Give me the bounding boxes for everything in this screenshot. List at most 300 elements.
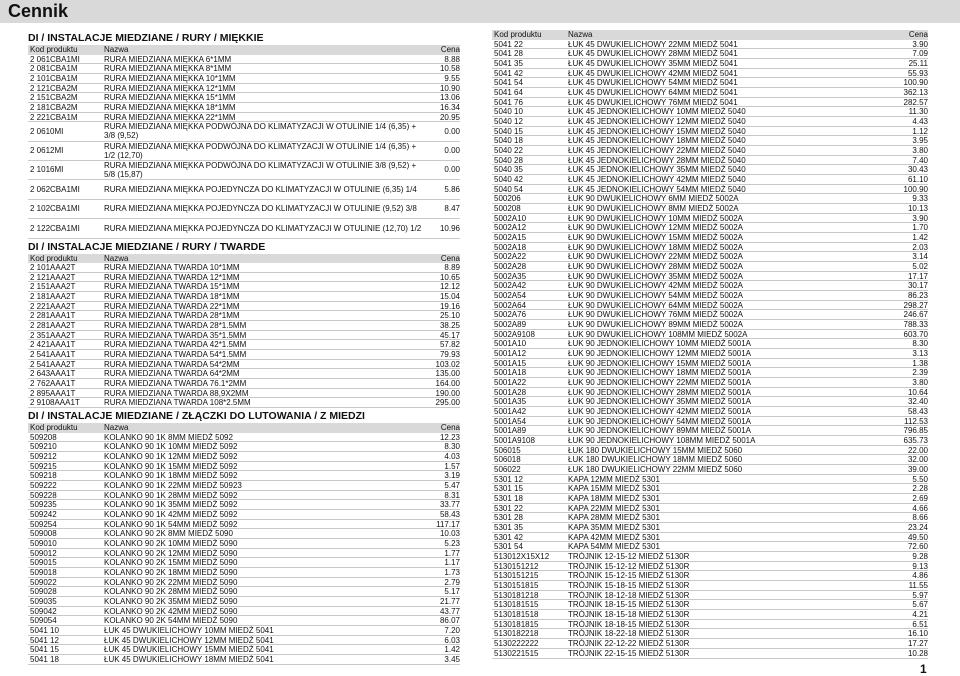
table-row [492, 175, 928, 185]
table-row [492, 629, 928, 639]
header-bar [0, 0, 960, 23]
cell-price: 22.00 [907, 445, 928, 455]
table-row [28, 379, 460, 389]
table-row [492, 320, 928, 330]
cell-code: 5002A28 [494, 261, 527, 271]
cell-price: 5.86 [444, 184, 460, 194]
cell-name: ŁUK 45 JEDNOKIELICHOWY 12MM MIEDŹ 5040 [568, 116, 746, 126]
cell-code: 2 762AAA1T [30, 379, 76, 388]
cell-name: TRÓJNIK 22-12-22 MIEDŹ 5130R [568, 639, 690, 648]
table-body [492, 40, 928, 659]
cell-code: 5041 12 [30, 635, 59, 645]
cell-price: 8.30 [444, 442, 460, 452]
cell-name: RURA MIEDZIANA TWARDA 42*1.5MM [104, 340, 247, 350]
cell-price: 1.70 [912, 223, 928, 233]
table-row [28, 321, 460, 331]
cell-code: 2 181CBA2M [30, 102, 78, 112]
table-row [28, 568, 460, 578]
cell-price: 16.34 [439, 102, 460, 112]
cell-price: 17.27 [907, 639, 928, 649]
cell-price: 17.17 [907, 271, 928, 281]
cell-price: 7.40 [912, 155, 928, 165]
column-header-name: Nazwa [104, 423, 129, 433]
cell-code: 5040 10 [494, 107, 523, 116]
cell-name: RURA MIEDZIANA TWARDA 108*2.5MM [104, 398, 251, 408]
cell-name: RURA MIEDZIANA MIĘKKA 12*1MM [104, 83, 236, 93]
table-header [28, 254, 460, 264]
cell-code: 2 281AAA1T [30, 311, 76, 321]
table-row [28, 360, 460, 370]
table-row [492, 407, 928, 417]
cell-price: 30.17 [907, 281, 928, 291]
cell-price: 4.03 [444, 451, 460, 461]
table-row [492, 475, 928, 485]
cell-price: 10.13 [907, 203, 928, 213]
cell-code: 5002A22 [494, 252, 527, 261]
cell-price: 190.00 [435, 388, 460, 398]
cell-price: 57.82 [439, 340, 460, 350]
cell-name: ŁUK 45 DWUKIELICHOWY 54MM MIEDŹ 5041 [568, 78, 738, 87]
cell-price: 25.10 [439, 311, 460, 321]
table-row [28, 578, 460, 588]
table-row [28, 350, 460, 360]
cell-code: 5001A10 [494, 339, 527, 348]
table-row [492, 136, 928, 146]
table-row [492, 378, 928, 388]
cell-code: 2 895AAA1T [30, 388, 76, 398]
cell-name: KOLANKO 90 2K 54MM MIEDŹ 5090 [104, 616, 238, 626]
cell-price: 5.17 [444, 587, 460, 597]
table-row [28, 520, 460, 530]
cell-name: RURA MIEDZIANA TWARDA 12*1MM [104, 272, 240, 282]
cell-price: 21.77 [439, 597, 460, 607]
cell-code: 2 0610MI [30, 126, 64, 136]
cell-code: 509054 [30, 616, 57, 626]
cell-name: KOLANKO 90 2K 10MM MIEDŹ 5090 [104, 539, 238, 548]
page-number: 1 [920, 662, 927, 676]
cell-name: ŁUK 180 DWUKIELICHOWY 15MM MIEDŹ 5060 [568, 445, 743, 455]
cell-code: 5041 10 [30, 626, 59, 635]
cell-name: ŁUK 90 DWUKIELICHOWY 64MM MIEDŹ 5002A [568, 300, 744, 310]
cell-name: RURA MIEDZIANA MIĘKKA POJEDYNCZA DO KLIMATYZACJI W OTULINIE (6,35) 1/4 [104, 185, 417, 195]
cell-name: ŁUK 90 JEDNOKIELICHOWY 35MM MIEDŹ 5001A [568, 397, 752, 407]
cell-code: 5041 54 [494, 78, 523, 87]
table-row [492, 69, 928, 79]
cell-name: RURA MIEDZIANA TWARDA 10*1MM [104, 263, 240, 272]
cell-name: ŁUK 45 DWUKIELICHOWY 22MM MIEDŹ 5041 [568, 39, 738, 49]
cell-code: 5301 12 [494, 474, 523, 484]
cell-name: KOLANKO 90 1K 15MM MIEDŹ 5092 [104, 461, 238, 471]
cell-code: 509215 [30, 461, 57, 471]
table-row [492, 649, 928, 659]
table-row [492, 620, 928, 630]
cell-name: TRÓJNIK 15-12-15 MIEDŹ 5130R [568, 571, 690, 581]
cell-name: RURA MIEDZIANA MIĘKKA POJEDYNCZA DO KLIMATYZACJI W OTULINIE (9,52) 3/8 [104, 204, 417, 214]
cell-price: 8.89 [444, 263, 460, 273]
cell-price: 32.40 [907, 397, 928, 407]
cell-name: ŁUK 45 DWUKIELICHOWY 76MM MIEDŹ 5041 [568, 97, 738, 107]
cell-price: 298.27 [903, 300, 928, 310]
cell-name: KOLANKO 90 2K 42MM MIEDŹ 5090 [104, 606, 238, 616]
cell-code: 5001A54 [494, 416, 527, 426]
cell-code: 513012X15X12 [494, 552, 550, 561]
cell-name: RURA MIEDZIANA TWARDA 76.1*2MM [104, 379, 247, 388]
cell-name: RURA MIEDZIANA TWARDA 88,9X2MM [104, 388, 249, 398]
cell-code: 5040 54 [494, 184, 523, 194]
cell-price: 6.03 [444, 635, 460, 645]
column-header-name: Nazwa [104, 253, 129, 263]
cell-name: ŁUK 45 DWUKIELICHOWY 42MM MIEDŹ 5041 [568, 68, 738, 78]
cell-price: 5.47 [444, 480, 460, 490]
cell-code: 2 121AAA2T [30, 272, 76, 282]
table-body [28, 263, 460, 408]
cell-name: ŁUK 90 JEDNOKIELICHOWY 28MM MIEDŹ 5001A [568, 387, 752, 397]
cell-name: RURA MIEDZIANA TWARDA 18*1MM [104, 292, 240, 301]
cell-name: RURA MIEDZIANA MIĘKKA 6*1MM [104, 54, 232, 64]
table-body [28, 433, 460, 665]
cell-name: RURA MIEDZIANA MIĘKKA 22*1MM [104, 112, 236, 122]
cell-code: 5041 28 [494, 49, 523, 58]
cell-name: ŁUK 90 DWUKIELICHOWY 35MM MIEDŹ 5002A [568, 271, 744, 281]
cell-price: 1.73 [444, 568, 460, 578]
table-row [492, 513, 928, 523]
cell-name: ŁUK 90 DWUKIELICHOWY 76MM MIEDŹ 5002A [568, 310, 744, 319]
cell-name: ŁUK 90 DWUKIELICHOWY 108MM MIEDŹ 5002A [568, 329, 748, 339]
cell-code: 5002A54 [494, 290, 527, 300]
cell-code: 509015 [30, 558, 57, 568]
cell-price: 3.14 [912, 252, 928, 262]
cell-code: 5301 15 [494, 484, 523, 494]
cell-name: KAPA 22MM MIEDŹ 5301 [568, 503, 660, 513]
cell-name: RURA MIEDZIANA TWARDA 54*2MM [104, 359, 240, 369]
column-header-code: Kod produktu [494, 30, 542, 39]
cell-price: 164.00 [435, 379, 460, 389]
cell-code: 2 421AAA1T [30, 340, 76, 350]
table-row [28, 84, 460, 94]
cell-name: ŁUK 180 DWUKIELICHOWY 18MM MIEDŹ 5060 [568, 455, 743, 465]
cell-name: RURA MIEDZIANA TWARDA 35*1.5MM [104, 330, 247, 340]
table-row [28, 433, 460, 443]
cell-code: 509212 [30, 451, 57, 461]
cell-code: 5130182218 [494, 629, 539, 639]
cell-name: TRÓJNIK 18-15-15 MIEDŹ 5130R [568, 600, 690, 610]
cell-price: 38.25 [439, 321, 460, 331]
cell-name: ŁUK 90 JEDNOKIELICHOWY 42MM MIEDŹ 5001A [568, 407, 752, 416]
table-row [492, 368, 928, 378]
cell-name: KAPA 35MM MIEDŹ 5301 [568, 523, 660, 532]
section-rury-twarde [28, 241, 460, 409]
cell-code: 5130181518 [494, 610, 539, 619]
table-row [492, 127, 928, 137]
cell-name: KAPA 42MM MIEDŹ 5301 [568, 532, 660, 542]
cell-code: 500206 [494, 194, 521, 203]
table-row [28, 539, 460, 549]
cell-code: 5002A12 [494, 223, 527, 232]
cell-name: RURA MIEDZIANA MIĘKKA 10*1MM [104, 73, 236, 83]
table-row [492, 533, 928, 543]
cell-price: 13.06 [439, 93, 460, 103]
table-row [492, 165, 928, 175]
cell-name: RURA MIEDZIANA MIĘKKA POJEDYNCZA DO KLIMATYZACJI W OTULINIE (12,70) 1/2 [104, 223, 422, 233]
table-row [28, 93, 460, 103]
table-row [28, 311, 460, 321]
table-row [492, 252, 928, 262]
table-row [492, 397, 928, 407]
cell-price: 8.31 [444, 490, 460, 500]
cell-name: KOLANKO 90 1K 54MM MIEDŹ 5092 [104, 519, 238, 529]
table-header [492, 30, 928, 40]
cell-name: KOLANKO 90 2K 12MM MIEDŹ 5090 [104, 548, 238, 558]
cell-name: RURA MIEDZIANA MIĘKKA 8*1MM [104, 64, 232, 73]
cell-code: 509028 [30, 587, 57, 597]
cell-name: ŁUK 45 JEDNOKIELICHOWY 15MM MIEDŹ 5040 [568, 126, 746, 136]
cell-name: TRÓJNIK 18-22-18 MIEDŹ 5130R [568, 629, 690, 639]
cell-price: 117.17 [436, 519, 460, 529]
cell-name: ŁUK 45 JEDNOKIELICHOWY 22MM MIEDŹ 5040 [568, 145, 746, 155]
cell-code: 5040 12 [494, 116, 523, 126]
table-row [492, 504, 928, 514]
cell-price: 10.96 [439, 223, 460, 233]
cell-name: KOLANKO 90 1K 8MM MIEDŹ 5092 [104, 432, 233, 442]
table-row [492, 223, 928, 233]
cell-code: 509210 [30, 442, 57, 451]
table-row [492, 349, 928, 359]
cell-price: 100.90 [903, 78, 928, 88]
cell-name: RURA MIEDZIANA MIĘKKA PODWÓJNA DO KLIMATYZACJI W OTULINIE 3/8 (9,52) + 5/8 (15,87) [104, 161, 417, 180]
cell-price: 23.24 [907, 523, 928, 533]
cell-code: 509022 [30, 577, 57, 587]
table-row [492, 156, 928, 166]
cell-price: 4.86 [912, 571, 928, 581]
cell-code: 506022 [494, 465, 521, 474]
cell-code: 5001A12 [494, 349, 527, 358]
cell-code: 2 281AAA2T [30, 321, 76, 330]
cell-name: ŁUK 45 DWUKIELICHOWY 18MM MIEDŹ 5041 [104, 655, 274, 664]
table-row [492, 494, 928, 504]
cell-price: 0.00 [444, 145, 460, 155]
cell-price: 635.73 [903, 436, 928, 446]
cell-name: ŁUK 90 JEDNOKIELICHOWY 10MM MIEDŹ 5001A [568, 339, 752, 348]
cell-name: ŁUK 90 JEDNOKIELICHOWY 89MM MIEDŹ 5001A [568, 426, 752, 436]
cell-code: 5040 42 [494, 174, 523, 184]
cell-name: KAPA 12MM MIEDŹ 5301 [568, 474, 660, 484]
cell-name: ŁUK 45 DWUKIELICHOWY 35MM MIEDŹ 5041 [568, 58, 738, 68]
cell-name: ŁUK 45 DWUKIELICHOWY 64MM MIEDŹ 5041 [568, 87, 738, 97]
cell-code: 2 151CBA2M [30, 93, 78, 102]
cell-code: 5130151815 [494, 581, 539, 590]
cell-price: 2.39 [912, 368, 928, 378]
cell-price: 1.12 [912, 126, 928, 136]
cell-price: 3.90 [912, 39, 928, 49]
cell-price: 86.23 [907, 290, 928, 300]
cell-name: ŁUK 90 DWUKIELICHOWY 28MM MIEDŹ 5002A [568, 261, 744, 271]
cell-price: 5.50 [912, 474, 928, 484]
cell-name: ŁUK 90 DWUKIELICHOWY 6MM MIEDŹ 5002A [568, 194, 739, 203]
column-header-price: Cena [440, 423, 460, 433]
table-row [492, 639, 928, 649]
cell-code: 5001A9108 [494, 436, 535, 445]
cell-code: 5001A89 [494, 426, 527, 436]
cell-code: 5130222222 [494, 639, 539, 648]
cell-name: ŁUK 45 JEDNOKIELICHOWY 28MM MIEDŹ 5040 [568, 155, 746, 165]
cell-price: 1.77 [444, 548, 460, 558]
table-row [28, 263, 460, 273]
cell-code: 2 0612MI [30, 145, 64, 155]
cell-name: TRÓJNIK 18-15-18 MIEDŹ 5130R [568, 610, 690, 619]
table-row [28, 161, 460, 180]
table-row [28, 481, 460, 491]
cell-name: ŁUK 45 DWUKIELICHOWY 28MM MIEDŹ 5041 [568, 49, 738, 58]
cell-price: 0.00 [444, 126, 460, 136]
cell-price: 79.93 [439, 350, 460, 360]
cell-name: KAPA 54MM MIEDŹ 5301 [568, 542, 660, 552]
cell-code: 509035 [30, 597, 57, 606]
cell-code: 2 221AAA2T [30, 301, 76, 311]
cell-code: 5041 22 [494, 39, 523, 49]
cell-code: 2 101CBA1M [30, 73, 78, 83]
cell-price: 16.10 [907, 629, 928, 639]
cell-price: 1.57 [444, 461, 460, 471]
cell-price: 6.51 [912, 619, 928, 629]
cell-price: 9.13 [912, 561, 928, 571]
table-row [492, 98, 928, 108]
table-row [492, 107, 928, 117]
cell-code: 5301 54 [494, 542, 523, 552]
cell-price: 10.65 [439, 272, 460, 282]
table-row [28, 587, 460, 597]
cell-price: 4.66 [912, 503, 928, 513]
cell-code: 2 9108AAA1T [30, 398, 80, 408]
cell-price: 362.13 [903, 87, 928, 97]
cell-name: RURA MIEDZIANA MIĘKKA PODWÓJNA DO KLIMATYZACJI W OTULINIE 1/4 (6,35) + 1/2 (12,70) [104, 141, 417, 160]
table-row [492, 571, 928, 581]
cell-code: 500208 [494, 203, 521, 213]
table-row [492, 388, 928, 398]
cell-name: ŁUK 45 DWUKIELICHOWY 12MM MIEDŹ 5041 [104, 635, 274, 645]
table-row [492, 78, 928, 88]
cell-name: KOLANKO 90 2K 35MM MIEDŹ 5090 [104, 597, 238, 606]
cell-code: 509010 [30, 539, 57, 548]
cell-code: 5301 22 [494, 503, 523, 513]
cell-code: 506018 [494, 455, 521, 465]
table-row [28, 200, 460, 219]
table-row [28, 64, 460, 74]
cell-code: 2 081CBA1M [30, 64, 78, 73]
table-row [28, 607, 460, 617]
column-header-code: Kod produktu [30, 253, 78, 263]
cell-code: 5301 28 [494, 513, 523, 523]
cell-code: 5041 15 [30, 645, 59, 655]
table-row [492, 552, 928, 562]
table-row [492, 417, 928, 427]
table-row [28, 292, 460, 302]
cell-price: 2.28 [912, 484, 928, 494]
table-header [28, 423, 460, 433]
cell-code: 2 1016MI [30, 165, 64, 175]
table-row [492, 591, 928, 601]
cell-price: 11.55 [908, 581, 928, 591]
table-row [492, 281, 928, 291]
table-row [28, 103, 460, 113]
cell-code: 2 121CBA2M [30, 83, 78, 93]
cell-price: 33.77 [439, 500, 460, 510]
table-row [28, 549, 460, 559]
table-row [28, 113, 460, 123]
cell-name: RURA MIEDZIANA MIĘKKA 15*1MM [104, 93, 236, 102]
cell-name: KOLANKO 90 2K 22MM MIEDŹ 5090 [104, 577, 238, 587]
cell-price: 58.43 [907, 407, 928, 417]
table-row [492, 291, 928, 301]
table-row [492, 233, 928, 243]
column-header-name: Nazwa [104, 45, 129, 54]
cell-price: 295.00 [435, 398, 460, 408]
table-row [28, 491, 460, 501]
cell-name: RURA MIEDZIANA MIĘKKA PODWÓJNA DO KLIMATYZACJI W OTULINIE 1/4 (6,35) + 3/8 (9,52) [104, 122, 417, 141]
cell-price: 3.13 [912, 349, 928, 358]
table-row [492, 185, 928, 195]
table-row [492, 330, 928, 340]
cell-code: 5002A15 [494, 232, 527, 242]
cell-name: KAPA 28MM MIEDŹ 5301 [568, 513, 660, 523]
cell-name: ŁUK 45 DWUKIELICHOWY 10MM MIEDŹ 5041 [104, 626, 274, 635]
cell-code: 5001A22 [494, 378, 527, 387]
cell-name: ŁUK 90 DWUKIELICHOWY 18MM MIEDŹ 5002A [568, 242, 744, 252]
table-row [492, 243, 928, 253]
cell-name: RURA MIEDZIANA TWARDA 28*1.5MM [104, 321, 247, 330]
cell-price: 8.66 [912, 513, 928, 523]
column-header-price: Cena [440, 45, 460, 54]
table-row [492, 581, 928, 591]
cell-name: TRÓJNIK 22-15-15 MIEDŹ 5130R [568, 648, 690, 658]
cell-code: 5002A35 [494, 271, 527, 281]
right-column [492, 30, 928, 659]
table-row [492, 359, 928, 369]
table-row [28, 74, 460, 84]
section-title: DI / INSTALACJE MIEDZIANE / RURY / TWARDE [28, 240, 266, 253]
cell-name: KOLANKO 90 2K 15MM MIEDŹ 5090 [104, 558, 238, 568]
cell-code: 509228 [30, 490, 57, 500]
cell-price: 103.02 [435, 359, 460, 369]
cell-price: 39.00 [907, 465, 928, 475]
table-row [492, 146, 928, 156]
cell-price: 282.57 [903, 97, 928, 107]
table-row [492, 542, 928, 552]
table-row [28, 273, 460, 283]
cell-code: 5301 35 [494, 523, 523, 532]
table-row [492, 194, 928, 204]
cell-name: ŁUK 90 DWUKIELICHOWY 8MM MIEDŹ 5002A [568, 203, 739, 213]
cell-code: 2 643AAA1T [30, 369, 76, 379]
table-row [492, 117, 928, 127]
cell-name: ŁUK 90 JEDNOKIELICHOWY 108MM MIEDŹ 5001A [568, 436, 756, 445]
cell-price: 10.64 [907, 387, 928, 397]
table-header [28, 45, 460, 55]
table-row [28, 340, 460, 350]
cell-price: 100.90 [903, 184, 928, 194]
cell-code: 5002A89 [494, 319, 527, 329]
table-row [28, 282, 460, 292]
cell-price: 72.60 [907, 542, 928, 552]
cell-price: 19.16 [439, 301, 460, 311]
cell-name: KOLANKO 90 1K 22MM MIEDŹ 50923 [104, 480, 242, 490]
table-row [492, 436, 928, 446]
table-row [28, 626, 460, 636]
cell-price: 796.85 [903, 426, 928, 436]
table-row [28, 645, 460, 655]
cell-code: 5002A76 [494, 310, 527, 319]
cell-price: 4.43 [912, 116, 928, 126]
cell-price: 25.11 [908, 58, 928, 68]
